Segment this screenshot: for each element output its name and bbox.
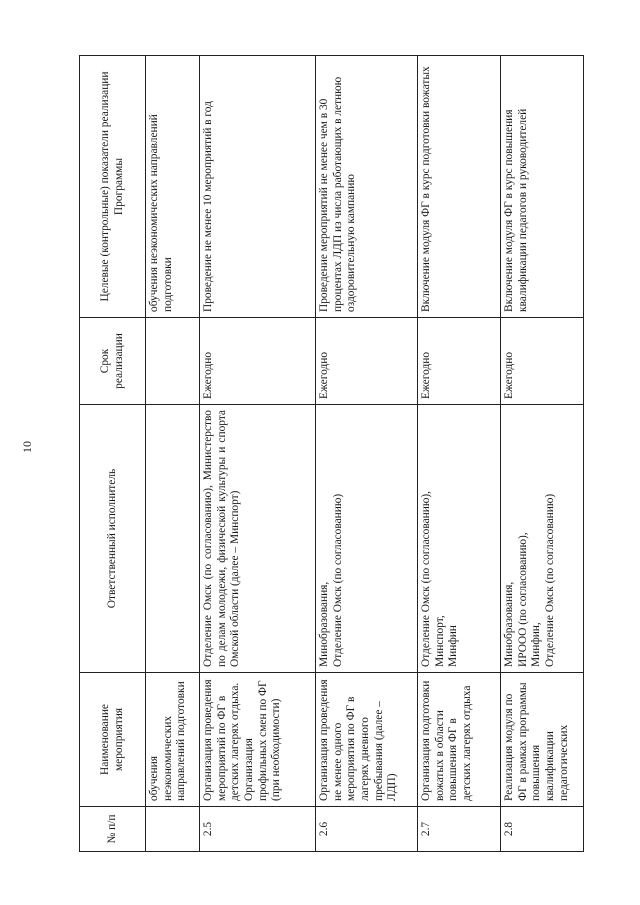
rotated-table-wrapper [79,56,584,852]
row-num: 2.8 [501,807,584,852]
row-name: Организация проведения мероприятий по ФГ в детских лагерях отдыха. Организация профильных смен по ФГ (при необходимости) [200,673,316,807]
activities-table [79,55,584,852]
row-term: Ежегодно [418,318,501,405]
row-target: Включение модуля ФГ в курс подготовки вожатых [418,56,501,318]
executor-line: ИРООО (по согласованию), [516,532,529,667]
page-number: 10 [20,441,34,453]
row-executor [418,405,501,673]
executor-line: Минфин, [530,622,543,667]
row-num: 2.6 [316,807,418,852]
row-term: Ежегодно [316,318,418,405]
executor-line: Минфин [447,625,460,667]
executor-line: Отделение Омск (по согласованию), [420,490,432,667]
header-num: № п/п [80,807,146,852]
header-term: Срок реализации [80,318,146,405]
executor-line: Отделение Омск (по согласованию) [331,493,344,667]
executor-line: Минобразования, [318,581,330,667]
table-row [501,56,584,852]
executor-line: Минспорт, [433,615,446,667]
row-target: обучения неэкономических направлений подготовки [146,56,200,318]
table-row [146,56,200,852]
header-executor: Ответственный исполнитель [80,405,146,673]
row-name: Организация подготовки вожатых в области повышения ФГ в детских лагерях отдыха [418,673,501,807]
row-name: Реализация модуля по ФГ в рамках программы повышения квалификации педагогических [501,673,584,807]
row-term [146,318,200,405]
executor-line: Минобразования, [503,581,515,667]
row-target: Включение модуля ФГ в курс повышения квалификации педагогов и руководителей [501,56,584,318]
header-target: Целевые (контрольные) показатели реализации Программы [80,56,146,318]
row-target: Проведение мероприятий не менее чем в 30 процентах ЛДП из числа работающих в летнюю оздоровительную кампанию [316,56,418,318]
header-name: Наименование мероприятия [80,673,146,807]
row-num: 2.5 [200,807,316,852]
row-num: 2.7 [418,807,501,852]
row-name: Организация проведения не менее одного мероприятия по ФГ в лагерях дневного пребывания (далее – ЛДП) [316,673,418,807]
table-header-row [80,56,146,852]
table-row [316,56,418,852]
executor-line: Отделение Омск (по согласованию) [544,493,557,667]
row-executor [316,405,418,673]
row-term: Ежегодно [501,318,584,405]
row-num [146,807,200,852]
row-executor [501,405,584,673]
row-executor [146,405,200,673]
row-executor: Отделение Омск (по согласованию), Министерство по делам молодежи, физической культуры и спорта Омской области (далее – Минспорт) [200,405,316,673]
table-row [200,56,316,852]
row-term: Ежегодно [200,318,316,405]
row-target: Проведение не менее 10 мероприятий в год [200,56,316,318]
row-name: обучения неэкономических направлений подготовки [146,673,200,807]
table-row [418,56,501,852]
